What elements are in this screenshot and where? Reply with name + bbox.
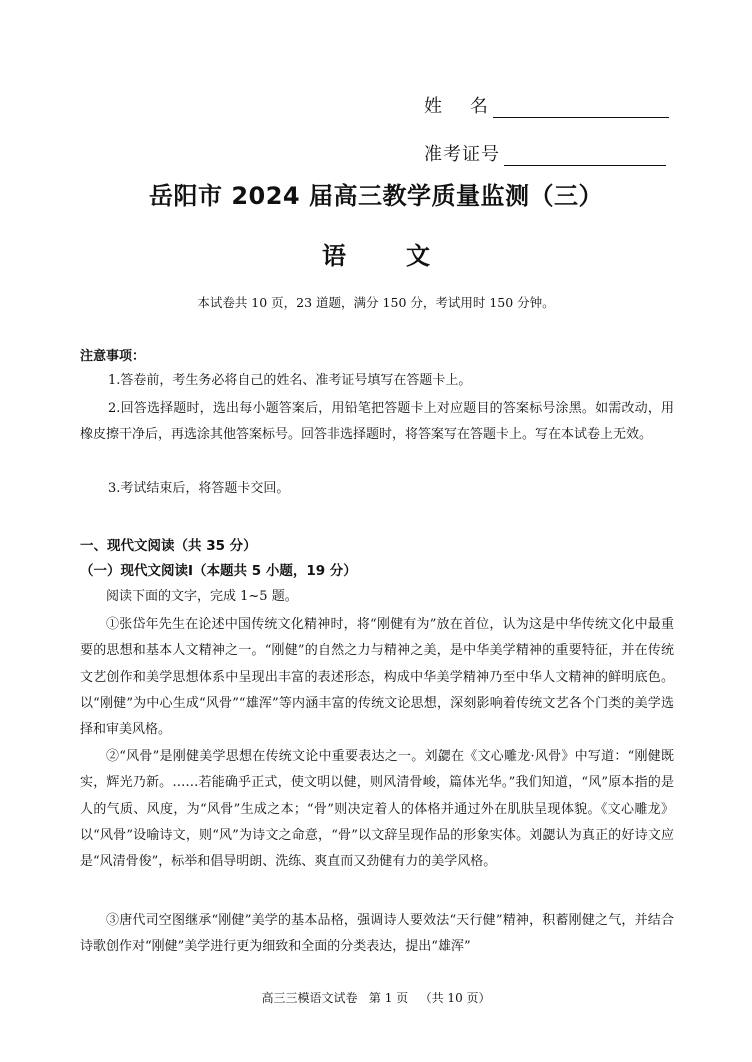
section-title: 一、现代文阅读（共 35 分） (80, 538, 257, 554)
page-footer: 高三三模语文试卷 第 1 页 （共 10 页） (261, 991, 491, 1005)
reading-instruction: 阅读下面的文字，完成 1~5 题。 (106, 589, 298, 604)
id-blank (504, 145, 666, 166)
note-item-1: 1.答卷前，考生务必将自己的姓名、准考证号填写在答题卡上。 (108, 373, 472, 388)
passage-paragraph-1: ①张岱年先生在论述中国传统文化精神时，将“刚健有为”放在首位，认为这是中华传统文化中最重要的思想和基本人文精神之一。“刚健”的自然之力与精神之美，是中华美学精神的重要特征，并在传统文艺创作和美学思想体系中呈现出丰富的表述形态，构成中华美学精神乃至中华人文精神的鲜明底色。以“刚健”为中心生成“风骨”“雄浑”等内涵丰富的传统文论思想，深刻影响着传统文艺各个门类的美学选择和审美风格。 (80, 617, 674, 738)
subject-char-2: 文 (406, 242, 430, 270)
name-label: 姓 名 (424, 96, 489, 117)
subject-char-1: 语 (322, 242, 346, 270)
passage-paragraph-2: ②“风骨”是刚健美学思想在传统文论中重要表达之一。刘勰在《文心雕龙·风骨》中写道：“刚健既实，辉光乃新。……若能确乎正式，使文明以健，则风清骨峻，篇体光华。”我们知道，“风”原本指的是人的气质、风度，为“风骨”生成之本；“骨”则决定着人的体格并通过外在肌肤呈现体貌。《文心雕龙》以“风骨”设喻诗文，则“风”为诗文之命意，“骨”以文辞呈现作品的形象实体。刘勰认为真正的好诗文应是“风清骨俊”，标举和倡导明朗、洗练、爽直而又劲健有力的美学风格。 (80, 749, 674, 870)
id-label: 准考证号 (424, 144, 500, 165)
note-item-3: 3.考试结束后，将答题卡交回。 (108, 481, 290, 496)
passage-paragraph-3: ③唐代司空图继承“刚健”美学的基本品格，强调诗人要效法“天行健”精神，积蓄刚健之气，并结合诗歌创作对“刚健”美学进行更为细致和全面的分类表达，提出“雄浑” (80, 913, 674, 955)
notes-title: 注意事项： (80, 349, 146, 364)
note-item-2: 2.回答选择题时，选出每小题答案后，用铅笔把答题卡上对应题目的答案标号涂黑。如需改动，用橡皮擦干净后，再选涂其他答案标号。回答非选择题时，将答案写在答题卡上。写在本试卷上无效。 (80, 401, 674, 442)
subject-title (0, 236, 752, 271)
id-field (424, 140, 666, 166)
exam-title: 岳阳市 2024 届高三教学质量监测（三） (148, 182, 603, 210)
section-subtitle: （一）现代文阅读Ⅰ（本题共 5 小题，19 分） (80, 563, 357, 579)
name-blank (493, 97, 669, 118)
name-field (424, 92, 669, 118)
exam-info: 本试卷共 10 页，23 道题，满分 150 分，考试用时 150 分钟。 (197, 295, 555, 310)
